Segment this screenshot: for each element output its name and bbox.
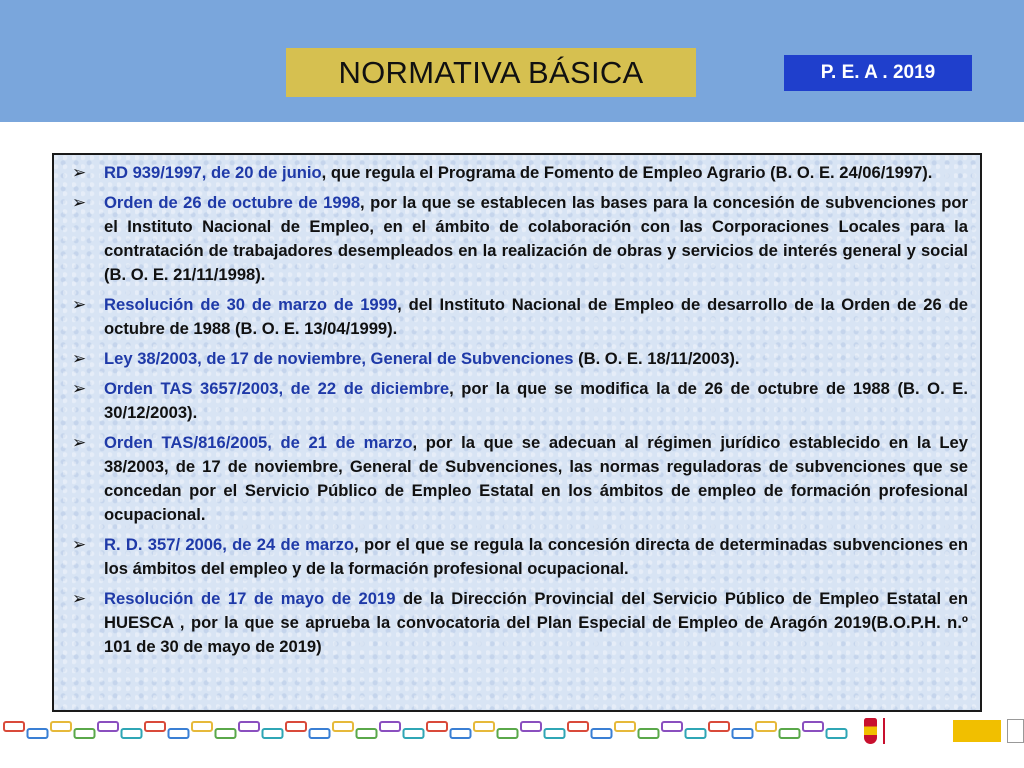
law-description: , por la que se establecen las bases para la concesión de subvenciones por el Instituto Nacional de Empleo, en el ámbito de colaboración con las Corporaciones Locales para la contratación de trabajadores desempleados en la realización de obras y servicios de interés general y social (B. O. E. 21/11/1998).	[104, 193, 969, 284]
arrow-bullet-icon: ➢	[72, 193, 87, 212]
arrow-bullet-icon: ➢	[72, 295, 87, 314]
list-item	[66, 431, 968, 527]
law-link[interactable]: Ley 38/2003, de 17 de noviembre, General de Subvenciones	[104, 349, 574, 368]
arrow-bullet-icon: ➢	[72, 433, 87, 452]
year-badge: P. E. A . 2019	[784, 55, 972, 91]
law-description: , por la que se modifica la de 26 de octubre de 1988 (B. O. E. 30/12/2003).	[104, 379, 968, 422]
arrow-bullet-icon: ➢	[72, 589, 87, 608]
arrow-bullet-icon: ➢	[72, 379, 87, 398]
law-link[interactable]: Orden TAS 3657/2003, de 22 de diciembre	[104, 379, 450, 398]
decorative-chain-strip	[0, 716, 850, 746]
spain-crest-icon	[864, 718, 877, 744]
list-item	[66, 293, 968, 341]
arrow-bullet-icon: ➢	[72, 163, 87, 182]
law-link[interactable]: Resolución de 17 de mayo de 2019	[104, 589, 396, 608]
list-item	[66, 587, 968, 659]
law-description: de la Dirección Provincial del Servicio Público de Empleo Estatal en HUESCA , por la que se aprueba la convocatoria del Plan Especial de Empleo de Aragón 2019(B.O.P.H. n.º 101 de 30 de mayo de 2019)	[104, 589, 968, 656]
law-link[interactable]: Orden TAS/816/2005, de 21 de marzo	[104, 433, 413, 452]
list-item	[66, 377, 968, 425]
sepe-logo-icon	[1007, 719, 1024, 743]
arrow-bullet-icon: ➢	[72, 349, 87, 368]
law-description: , del Instituto Nacional de Empleo de desarrollo de la Orden de 26 de octubre de 1988 (B. O. E. 13/04/1999).	[104, 295, 968, 338]
ministry-logo	[856, 714, 1024, 748]
law-link[interactable]: RD 939/1997, de 20 de junio	[104, 163, 322, 182]
law-description: (B. O. E. 18/11/2003).	[573, 349, 740, 368]
ministry-emblem	[883, 716, 1001, 746]
list-item	[66, 347, 968, 371]
list-item	[66, 533, 968, 581]
list-item	[66, 161, 968, 185]
law-description: , por el que se regula la concesión directa de determinadas subvenciones en los ámbitos del empleo y de la formación profesional ocupacional.	[104, 535, 969, 578]
content-panel	[52, 153, 982, 712]
arrow-bullet-icon: ➢	[72, 535, 87, 554]
list-item	[66, 191, 968, 287]
law-description: , que regula el Programa de Fomento de Empleo Agrario (B. O. E. 24/06/1997).	[321, 163, 933, 182]
law-link[interactable]: Resolución de 30 de marzo de 1999	[104, 295, 398, 314]
law-description: , por la que se adecuan al régimen jurídico establecido en la Ley 38/2003, de 17 de noviembre, General de Subvenciones, las normas reguladoras de subvenciones que se concedan por el Servicio Público de Empleo Estatal en los ámbitos de empleo de formación profesional ocupacional.	[104, 433, 968, 524]
law-link[interactable]: Orden de 26 de octubre de 1998	[104, 193, 361, 212]
page-title: NORMATIVA BÁSICA	[286, 48, 696, 97]
law-link[interactable]: R. D. 357/ 2006, de 24 de marzo	[104, 535, 355, 554]
